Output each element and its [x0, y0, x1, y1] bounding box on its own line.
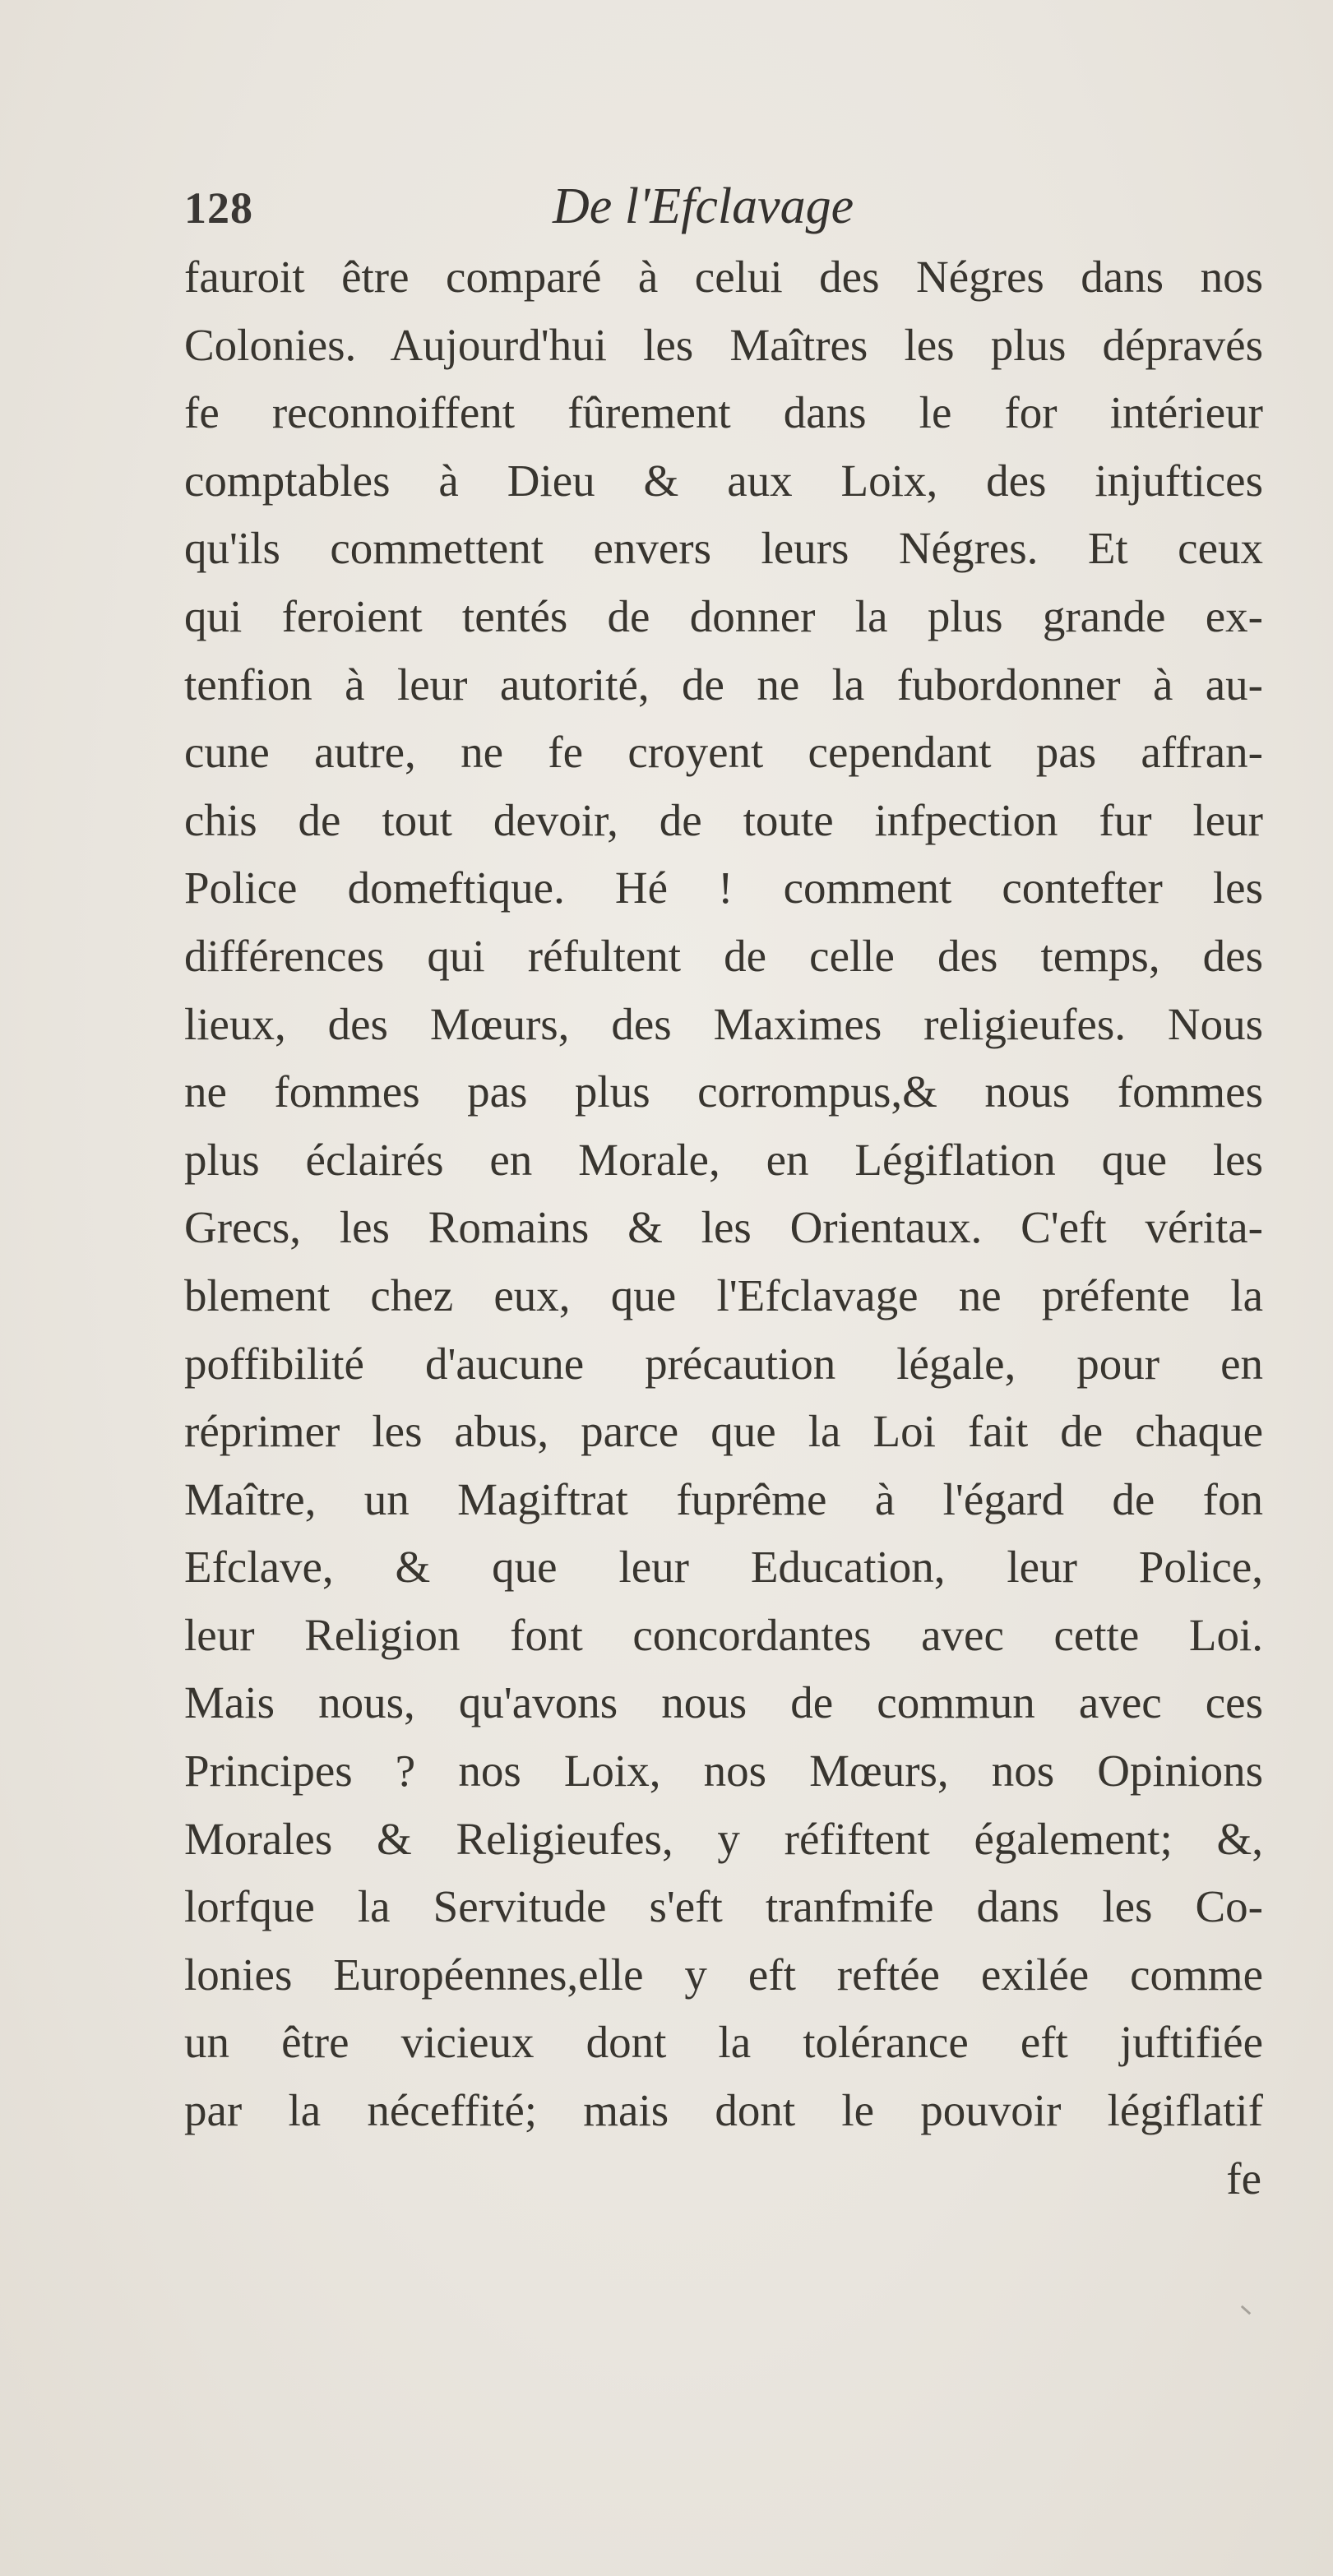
text-line: Mais nous, qu'avons nous de commun avec ces: [184, 1677, 1263, 1728]
text-line: plus éclairés en Morale, en Légiflation que les: [184, 1134, 1263, 1185]
text-line: Maître, un Magiftrat fuprême à l'égard de fon: [184, 1473, 1263, 1524]
text-line: tenfion à leur autorité, de ne la fubordonner à au-: [184, 659, 1263, 710]
text-line: poffibilité d'aucune précaution légale, pour en: [184, 1338, 1263, 1389]
text-line: Efclave, & que leur Education, leur Police,: [184, 1542, 1263, 1593]
running-title: De l'Efclavage: [553, 178, 854, 234]
text-line: Colonies. Aujourd'hui les Maîtres les plus dépravés: [184, 319, 1263, 370]
text-line: comptables à Dieu & aux Loix, des injuftices: [184, 455, 1263, 506]
text-line: ne fommes pas plus corrompus,& nous fommes: [184, 1066, 1263, 1117]
text-line: lorfque la Servitude s'eft tranfmife dans les Co-: [184, 1881, 1263, 1932]
text-line: un être vicieux dont la tolérance eft juftifiée: [184, 2017, 1263, 2068]
text-line: fe reconnoiffent fûrement dans le for intérieur: [184, 387, 1263, 438]
text-line: Grecs, les Romains & les Orientaux. C'eft vérita-: [184, 1202, 1263, 1253]
text-line: chis de tout devoir, de toute infpection fur leur: [184, 794, 1263, 845]
text-line: leur Religion font concordantes avec cette Loi.: [184, 1609, 1263, 1660]
body-text: [184, 243, 1263, 2145]
text-line: différences qui réfultent de celle des temps, des: [184, 930, 1263, 981]
text-line: qui feroient tentés de donner la plus grande ex-: [184, 590, 1263, 641]
paper-speck: [1241, 2305, 1251, 2315]
page-number: 128: [184, 183, 253, 233]
text-line: Principes ? nos Loix, nos Mœurs, nos Opinions: [184, 1746, 1263, 1797]
text-line: qu'ils commettent envers leurs Négres. Et ceux: [184, 523, 1263, 574]
text-line: lonies Européennes,elle y eft reftée exilée comme: [184, 1949, 1263, 2000]
text-line: blement chez eux, que l'Efclavage ne préfente la: [184, 1270, 1263, 1320]
catchword-row: [184, 2153, 1261, 2220]
text-line: réprimer les abus, parce que la Loi fait de chaque: [184, 1406, 1263, 1457]
text-line: par la néceffité; mais dont le pouvoir légiflatif: [184, 2085, 1263, 2136]
page-header: [184, 178, 1286, 248]
text-line: Morales & Religieufes, y réfiftent également; &,: [184, 1813, 1263, 1864]
text-line: Police domeftique. Hé ! comment contefter les: [184, 863, 1263, 913]
text-line: cune autre, ne fe croyent cependant pas affran-: [184, 727, 1263, 778]
catchword: fe: [1226, 2153, 1261, 2204]
text-line: fauroit être comparé à celui des Négres dans nos: [184, 252, 1263, 302]
text-line: lieux, des Mœurs, des Maximes religieufes. Nous: [184, 998, 1263, 1049]
